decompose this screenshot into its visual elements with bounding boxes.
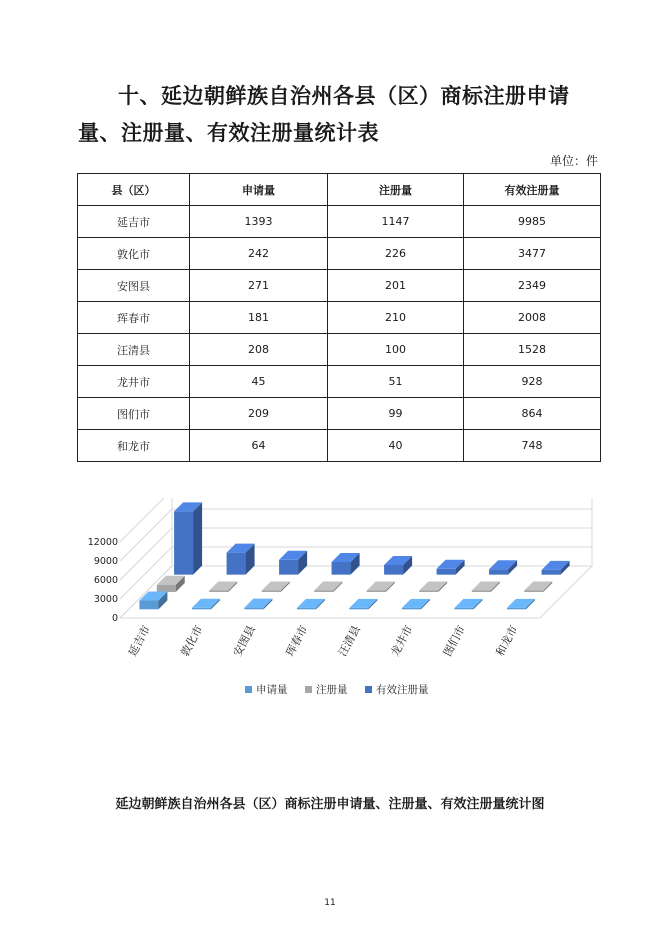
- cell-valid-registrations: 2008: [464, 302, 601, 334]
- unit-label: 单位：件: [549, 154, 598, 168]
- y-tick-label: 6000: [93, 575, 118, 586]
- header-county: 县（区）: [78, 174, 190, 206]
- page-number: 11: [324, 898, 336, 908]
- cell-valid-registrations: 3477: [464, 238, 601, 270]
- cell-county: 龙井市: [78, 366, 190, 398]
- page-title: 十、延边朝鲜族自治州各县（区）商标注册申请量、注册量、有效注册量统计表: [78, 84, 570, 145]
- bar-有效注册量-龙井市: [437, 560, 465, 575]
- header-applications: 申请量: [190, 174, 328, 206]
- table-row: [78, 334, 601, 366]
- bar-注册量-汪清县: [367, 582, 395, 593]
- cell-valid-registrations: 1528: [464, 334, 601, 366]
- cell-applications: 181: [190, 302, 328, 334]
- bar-注册量-和龙市: [524, 582, 552, 593]
- legend-swatch: [305, 686, 312, 693]
- cell-county: 汪清县: [78, 334, 190, 366]
- bar-有效注册量-敦化市: [227, 544, 255, 575]
- cell-valid-registrations: 928: [464, 366, 601, 398]
- bar-有效注册量-延吉市: [174, 502, 202, 574]
- cell-valid-registrations: 9985: [464, 206, 601, 238]
- statistics-chart: [80, 498, 600, 708]
- cell-registrations: 1147: [328, 206, 464, 238]
- cell-applications: 271: [190, 270, 328, 302]
- table-row: [78, 430, 601, 462]
- bar-注册量-安图县: [262, 582, 290, 593]
- x-category-label: 汪清县: [335, 623, 363, 659]
- table-row: [78, 302, 601, 334]
- legend-swatch: [365, 686, 372, 693]
- cell-applications: 209: [190, 398, 328, 430]
- cell-applications: 242: [190, 238, 328, 270]
- bar-有效注册量-汪清县: [384, 556, 412, 575]
- x-category-label: 延吉市: [125, 623, 153, 659]
- bar-申请量-汪清县: [349, 599, 377, 610]
- chart-caption: 延边朝鲜族自治州各县（区）商标注册申请量、注册量、有效注册量统计图: [115, 797, 545, 812]
- cell-registrations: 226: [328, 238, 464, 270]
- cell-valid-registrations: 864: [464, 398, 601, 430]
- cell-registrations: 100: [328, 334, 464, 366]
- bar-注册量-龙井市: [419, 582, 447, 593]
- bar-申请量-和龙市: [507, 599, 535, 610]
- bar-有效注册量-图们市: [489, 560, 517, 574]
- cell-applications: 64: [190, 430, 328, 462]
- x-category-label: 安图县: [230, 623, 258, 659]
- cell-county: 珲春市: [78, 302, 190, 334]
- bar-注册量-敦化市: [209, 582, 237, 593]
- cell-valid-registrations: 748: [464, 430, 601, 462]
- cell-county: 图们市: [78, 398, 190, 430]
- table-row: [78, 366, 601, 398]
- x-category-label: 敦化市: [178, 623, 206, 659]
- cell-registrations: 201: [328, 270, 464, 302]
- bar-申请量-龙井市: [402, 599, 430, 610]
- bar-注册量-珲春市: [314, 582, 342, 593]
- bar-申请量-珲春市: [297, 599, 325, 610]
- y-tick-label: 3000: [93, 594, 118, 605]
- x-category-label: 图们市: [440, 623, 468, 659]
- cell-county: 和龙市: [78, 430, 190, 462]
- cell-county: 延吉市: [78, 206, 190, 238]
- cell-applications: 208: [190, 334, 328, 366]
- legend-label: 申请量: [256, 684, 288, 696]
- bar-注册量-延吉市: [157, 576, 185, 592]
- table-row: [78, 270, 601, 302]
- bar-有效注册量-安图县: [279, 551, 307, 575]
- cell-registrations: 40: [328, 430, 464, 462]
- bar-申请量-敦化市: [192, 599, 220, 610]
- y-tick-label: 0: [111, 613, 118, 624]
- table-row: [78, 206, 601, 238]
- table-row: [78, 238, 601, 270]
- cell-county: 敦化市: [78, 238, 190, 270]
- header-registrations: 注册量: [328, 174, 464, 206]
- legend-label: 注册量: [316, 684, 348, 696]
- cell-registrations: 210: [328, 302, 464, 334]
- bar-注册量-图们市: [472, 582, 500, 593]
- y-tick-label: 9000: [93, 556, 118, 567]
- bar-有效注册量-和龙市: [542, 561, 570, 575]
- cell-registrations: 51: [328, 366, 464, 398]
- cell-county: 安图县: [78, 270, 190, 302]
- cell-valid-registrations: 2349: [464, 270, 601, 302]
- bar-有效注册量-珲春市: [332, 553, 360, 575]
- cell-registrations: 99: [328, 398, 464, 430]
- legend-label: 有效注册量: [376, 684, 429, 696]
- x-category-label: 龙井市: [388, 623, 416, 659]
- y-tick-label: 12000: [87, 537, 118, 548]
- bar-申请量-安图县: [244, 599, 272, 610]
- legend-swatch: [245, 686, 252, 693]
- table-header-row: [78, 174, 601, 206]
- x-category-label: 和龙市: [493, 623, 521, 659]
- cell-applications: 45: [190, 366, 328, 398]
- table-row: [78, 398, 601, 430]
- bar-申请量-图们市: [454, 599, 482, 610]
- statistics-table: [77, 173, 601, 462]
- header-valid-registrations: 有效注册量: [464, 174, 601, 206]
- x-category-label: 珲春市: [283, 623, 311, 659]
- cell-applications: 1393: [190, 206, 328, 238]
